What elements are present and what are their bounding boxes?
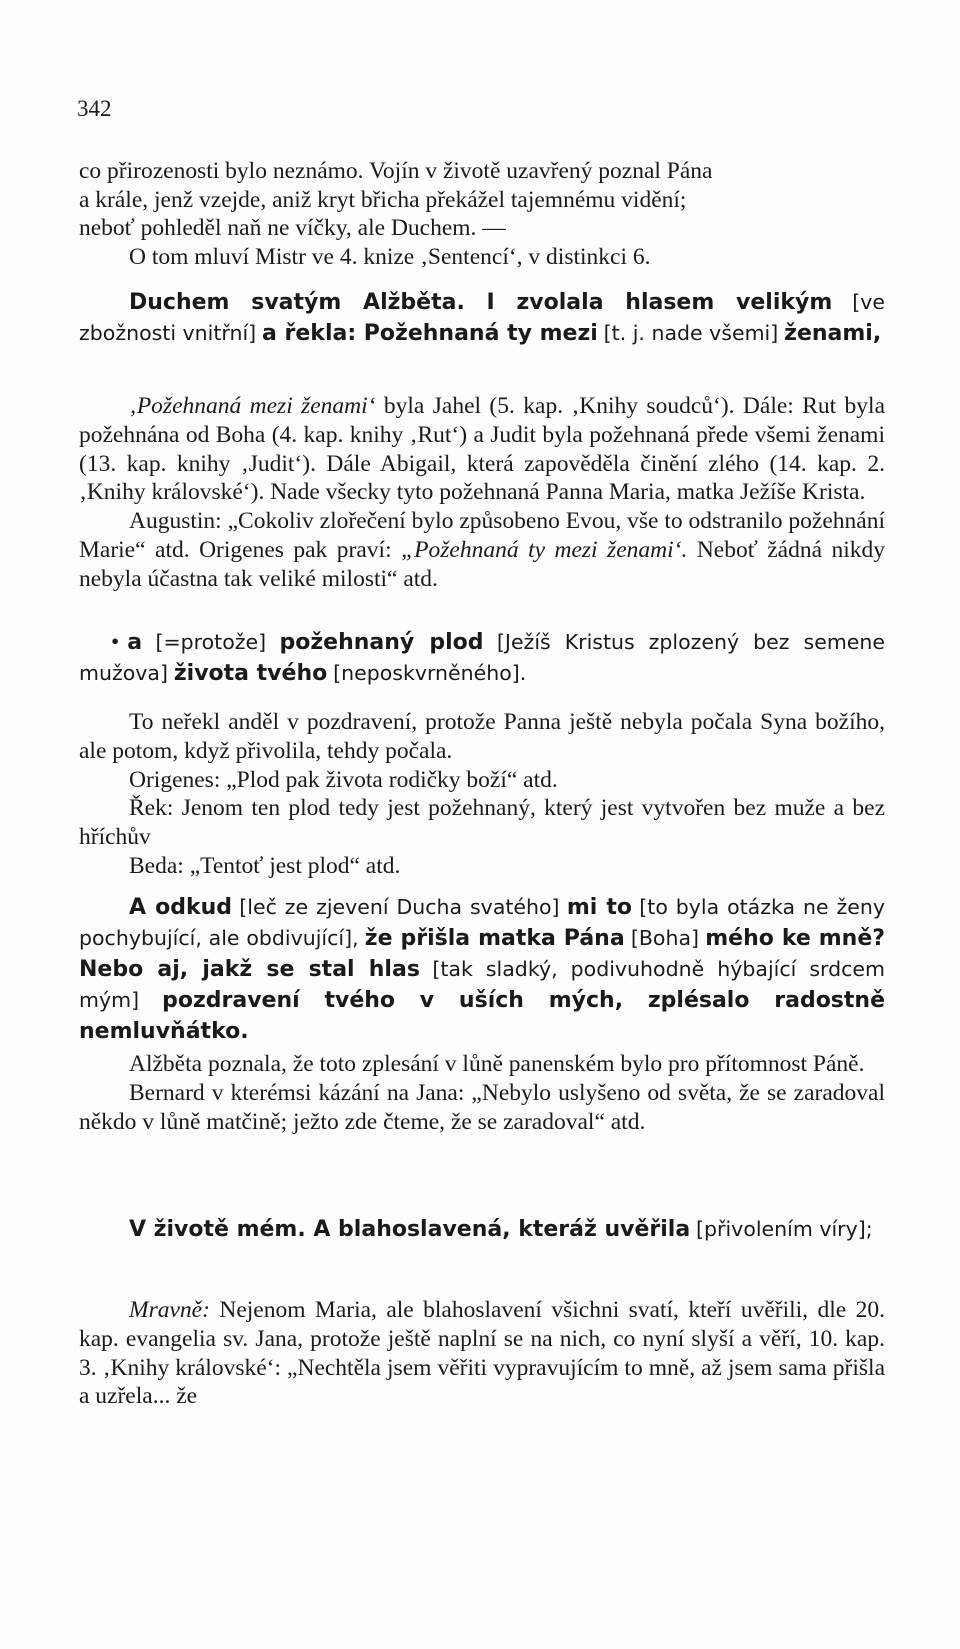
lemma-text: Duchem svatým Alžběta. I zvolala hlasem velikým: [129, 290, 833, 315]
lemma-text: mi to: [566, 895, 632, 920]
text: Nejenom Maria, ale blahoslavení všichni svatí, kteří uvěřili, dle 20. kap. evangelia sv. Jana, protože ještě naplní se na nich, co nyní slyší a věří, 10. kap. 3. ‚Knihy královské‘: „Nechtěla jsem věřiti vypravujícím to mně, až jsem sama přišla a uzřela... že: [79, 1297, 885, 1410]
lemma-text: V životě mém. A blahoslavená, kteráž uvěřila: [129, 1217, 691, 1242]
paragraph: Origenes: „Plod pak života rodičky boží“ atd.: [129, 766, 558, 793]
text: byla Jahel (5. kap. ‚Knihy soudců‘). Dále: Rut byla požehnána od Boha (4. kap. knihy ‚Rut‘) a Judit byla požehnaná přede všemi ženami (13. kap. knihy ‚Judit‘). Dále Abigail, která zapověděla činění zlého (14. kap. 2. ‚Knihy královské‘). Nade všecky tyto požehnaná Panna Maria, matka Ježíše Krista.: [79, 393, 886, 506]
paragraph: Beda: „Tentoť jest plod“ atd.: [129, 852, 401, 879]
bullet-mark: •: [111, 629, 120, 655]
lemma-text: že přišla matka Pána: [364, 926, 625, 951]
gloss-text: [leč ze zjevení Ducha svatého]: [239, 895, 560, 919]
text-line: a krále, jenž vzejde, aniž kryt břicha překážel tajemnému vidění;: [79, 186, 687, 213]
text-line: co přirozenosti bylo neznámo. Vojín v životě uzavřený poznal Pána: [79, 158, 713, 184]
paragraph: To neřekl anděl v pozdravení, protože Panna ještě nebyla počala Syna božího, ale potom, když přivolila, tehdy počala.: [79, 709, 885, 764]
lemma-text: pozdravení tvého v uších mých, zplésalo radostně nemluvňátko.: [79, 988, 885, 1044]
italic-quote: „Požehnaná ty mezi ženami‘.: [401, 536, 688, 563]
lemma-text: mého ke mně? Nebo aj, jakž se stal hlas: [79, 926, 886, 982]
italic-label: Mravně:: [129, 1297, 210, 1323]
paragraph: [79, 1296, 885, 1411]
lemma-text: A odkud: [129, 895, 232, 920]
paragraph-commentary-2: [79, 708, 885, 881]
paragraph: [79, 392, 885, 507]
lemma-text: života tvého: [173, 661, 328, 686]
gloss-text: [neposkvrněného].: [333, 661, 527, 685]
paragraph: Řek: Jenom ten plod tedy jest požehnaný, který jest vytvořen bez muže a bez hříchův: [79, 795, 885, 851]
scripture-lemma-4: [79, 1214, 885, 1245]
paragraph-moral: [79, 1296, 885, 1411]
paragraph-commentary-1: [79, 392, 885, 594]
scripture-lemma-1: [79, 287, 885, 349]
lemma-text: požehnaný plod: [279, 630, 484, 655]
italic-quote: ‚Požehnaná mezi ženami‘: [129, 393, 376, 419]
gloss-text: [tak sladký, podivuhodně hýbající srdcem mým]: [79, 957, 885, 1012]
paragraph: [79, 507, 885, 593]
text-line: neboť pohleděl naň ne víčky, ale Duchem. —: [79, 215, 506, 241]
gloss-text: [Ježíš Kristus zplozený bez semene mužova]: [79, 630, 886, 685]
gloss-text: [=protože]: [155, 630, 267, 654]
lemma-text: ženami,: [784, 321, 882, 346]
paragraph-commentary-3: [79, 1050, 885, 1136]
paragraph: Bernard v kterémsi kázání na Jana: „Nebylo uslyšeno od světa, že se zaradoval někdo v lůně matčině; ježto zde čteme, že se zaradoval“ atd.: [79, 1079, 885, 1135]
text: Neboť žádná nikdy nebyla účastna tak veliké milosti“ atd.: [79, 536, 886, 592]
text-line: O tom mluví Mistr ve 4. knize ‚Sentencí‘, v distinkci 6.: [129, 243, 651, 270]
gloss-text: [Boha]: [630, 926, 700, 950]
gloss-text: zbožnosti vnitřní]: [79, 321, 257, 345]
page-number: 342: [77, 96, 112, 121]
gloss-text: [přivolením víry];: [696, 1217, 873, 1241]
gloss-text: [t. j. nade všemi]: [603, 321, 779, 345]
paragraph: Alžběta poznala, že toto zplesání v lůně panenském bylo pro přítomnost Páně.: [129, 1051, 865, 1077]
lemma-text: a: [127, 630, 143, 655]
lemma-text: a řekla: Požehnaná ty mezi: [262, 321, 598, 346]
gloss-text: [to byla otázka ne ženy pochybující, ale obdivující],: [79, 895, 886, 950]
gloss-text: [ve: [852, 290, 886, 314]
scripture-lemma-2: [79, 627, 885, 689]
text: Augustin: „Cokoliv zlořečení bylo způsobeno Evou, vše to odstranilo požehnání Marie“ atd. Origenes pak praví:: [79, 508, 885, 563]
scripture-lemma-3: [79, 892, 885, 1047]
paragraph-intro: [79, 157, 885, 271]
